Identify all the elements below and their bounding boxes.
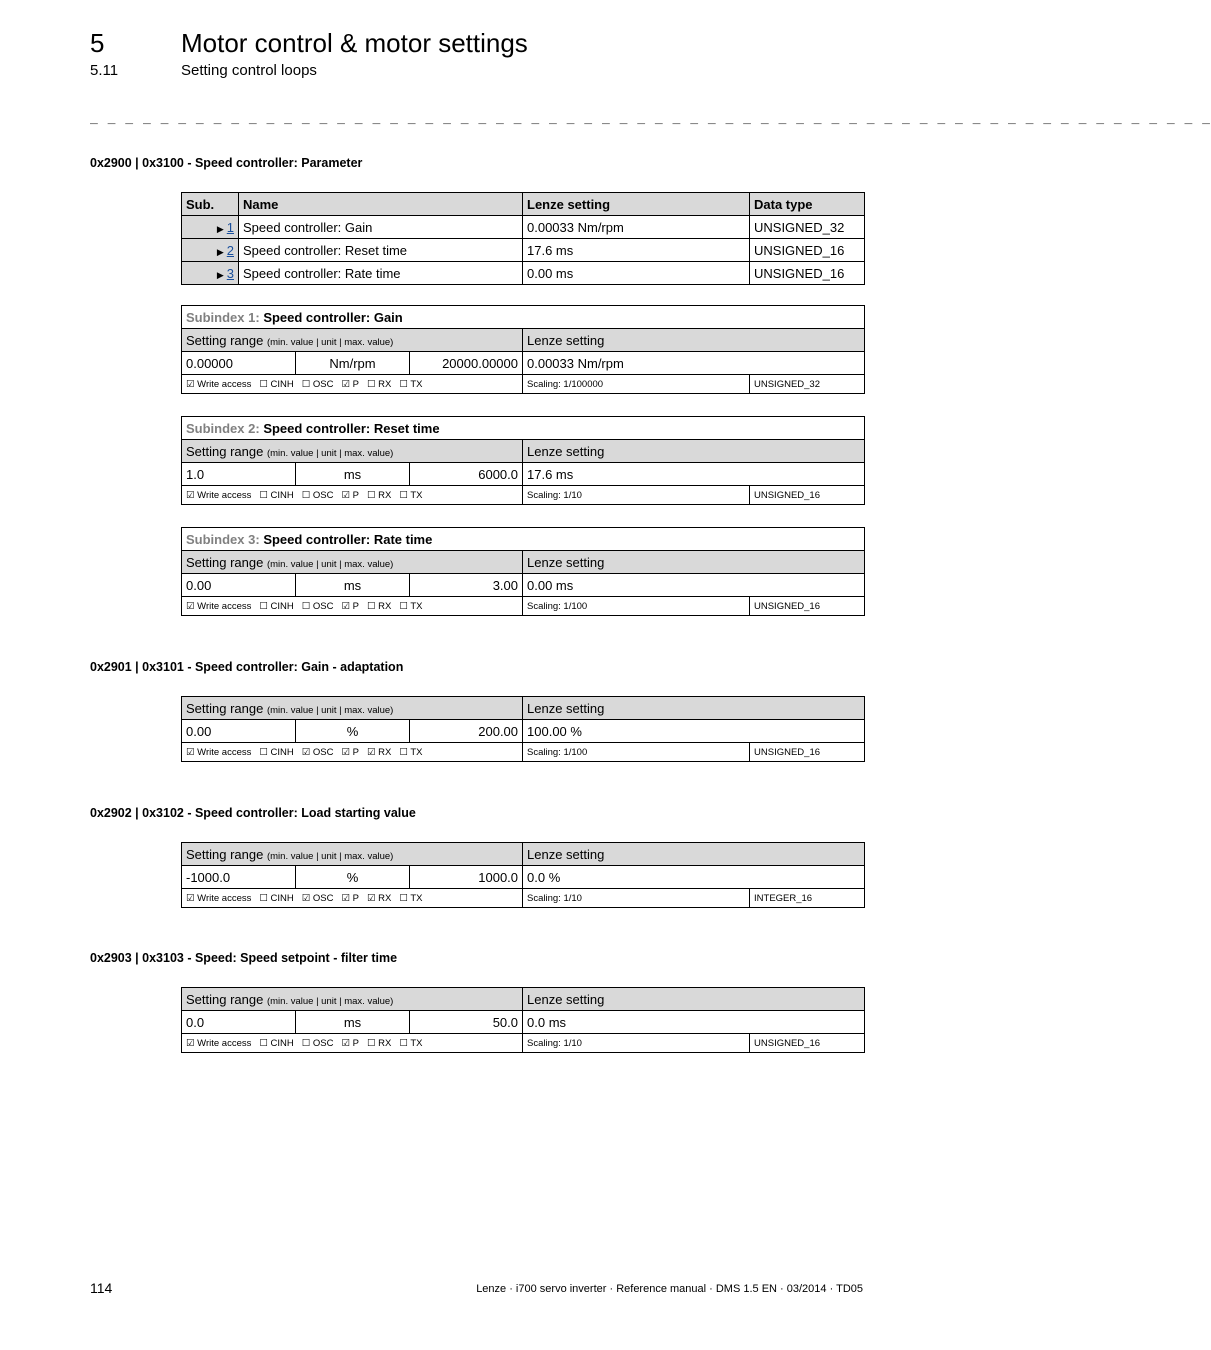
param-table-0x2901: Setting range (min. value | unit | max. value) Lenze setting 0.00 % 200.00 100.00 % ☑ Write access ☐ CINH ☑ OSC ☑ P ☑ RX ☐ TX Scaling: 1/100 UNSIGNED_16 [181, 696, 865, 762]
header-separator: _ _ _ _ _ _ _ _ _ _ _ _ _ _ _ _ _ _ _ _ _ _ _ _ _ _ _ _ _ _ _ _ _ _ _ _ _ _ _ _ _ _ _ _ _ _ _ _ _ _ _ _ _ _ _ _ _ _ _ _ _ _ _ _ [90, 110, 1211, 125]
unit: ms [296, 574, 410, 597]
access-flags: ☑ Write access ☐ CINH ☐ OSC ☑ P ☐ RX ☐ TX [182, 375, 523, 394]
chapter-title: Motor control & motor settings [181, 28, 528, 58]
scaling: Scaling: 1/100 [523, 743, 750, 762]
page-number: 114 [90, 1280, 113, 1296]
lenze-value: 100.00 % [523, 720, 865, 743]
unit: % [296, 866, 410, 889]
data-type: UNSIGNED_16 [750, 597, 865, 616]
row-name: Speed controller: Rate time [239, 262, 523, 285]
access-flags: ☑ Write access ☐ CINH ☐ OSC ☑ P ☐ RX ☐ TX [182, 486, 523, 505]
min-value: 1.0 [182, 463, 296, 486]
max-value: 50.0 [410, 1011, 523, 1034]
access-flags: ☑ Write access ☐ CINH ☑ OSC ☑ P ☑ RX ☐ TX [182, 743, 523, 762]
lenze-value: 0.00 ms [523, 574, 865, 597]
lenze-value: 0.00033 Nm/rpm [523, 352, 865, 375]
max-value: 3.00 [410, 574, 523, 597]
lenze-value: 0.0 ms [523, 1011, 865, 1034]
col-lenze: Lenze setting [523, 193, 750, 216]
min-value: 0.00 [182, 720, 296, 743]
row-type: UNSIGNED_32 [750, 216, 865, 239]
data-type: UNSIGNED_16 [750, 743, 865, 762]
chapter-number: 5 [90, 28, 105, 58]
unit: ms [296, 463, 410, 486]
subindex-link-1[interactable]: ▶ 1 [182, 216, 239, 239]
scaling: Scaling: 1/10 [523, 486, 750, 505]
unit: Nm/rpm [296, 352, 410, 375]
min-value: 0.0 [182, 1011, 296, 1034]
subindex-link-3[interactable]: ▶ 3 [182, 262, 239, 285]
triangle-right-icon: ▶ [216, 269, 224, 280]
subindex-table-3: Subindex 3: Speed controller: Rate time Setting range (min. value | unit | max. value) Lenze setting 0.00 ms 3.00 0.00 ms ☑ Write access ☐ CINH ☐ OSC ☑ P ☐ RX ☐ TX Scaling: 1/100 UNSIGNED_16 [181, 527, 865, 616]
subindex-table-2: Subindex 2: Speed controller: Reset time Setting range (min. value | unit | max. value) Lenze setting 1.0 ms 6000.0 17.6 ms ☑ Write access ☐ CINH ☐ OSC ☑ P ☐ RX ☐ TX Scaling: 1/10 UNSIGNED_16 [181, 416, 865, 505]
max-value: 20000.00000 [410, 352, 523, 375]
access-flags: ☑ Write access ☐ CINH ☑ OSC ☑ P ☑ RX ☐ TX [182, 889, 523, 908]
access-flags: ☑ Write access ☐ CINH ☐ OSC ☑ P ☐ RX ☐ TX [182, 597, 523, 616]
scaling: Scaling: 1/100000 [523, 375, 750, 394]
lenze-value: 17.6 ms [523, 463, 865, 486]
section-title: Setting control loops [181, 62, 317, 79]
row-lenze: 0.00 ms [523, 262, 750, 285]
scaling: Scaling: 1/100 [523, 597, 750, 616]
subindex-table-1: Subindex 1: Speed controller: Gain Setting range (min. value | unit | max. value) Lenze setting 0.00000 Nm/rpm 20000.00000 0.00033 Nm/rpm ☑ Write access ☐ CINH ☐ OSC ☑ P ☐ RX ☐ TX Scaling: 1/100000 UNSIGNED_32 [181, 305, 865, 394]
col-type: Data type [750, 193, 865, 216]
triangle-right-icon: ▶ [216, 223, 224, 234]
table-row [182, 216, 865, 239]
min-value: -1000.0 [182, 866, 296, 889]
access-flags: ☑ Write access ☐ CINH ☐ OSC ☑ P ☐ RX ☐ TX [182, 1034, 523, 1053]
table-row [182, 239, 865, 262]
row-type: UNSIGNED_16 [750, 239, 865, 262]
col-sub: Sub. [182, 193, 239, 216]
lenze-value: 0.0 % [523, 866, 865, 889]
table-row [182, 262, 865, 285]
max-value: 1000.0 [410, 866, 523, 889]
row-name: Speed controller: Gain [239, 216, 523, 239]
section-heading-0x2900: 0x2900 | 0x3100 - Speed controller: Parameter [90, 156, 363, 170]
param-table-0x2902: Setting range (min. value | unit | max. value) Lenze setting -1000.0 % 1000.0 0.0 % ☑ Write access ☐ CINH ☑ OSC ☑ P ☑ RX ☐ TX Scaling: 1/10 INTEGER_16 [181, 842, 865, 908]
min-value: 0.00 [182, 574, 296, 597]
overview-table-0x2900 [181, 192, 865, 285]
data-type: UNSIGNED_32 [750, 375, 865, 394]
max-value: 200.00 [410, 720, 523, 743]
section-heading-0x2903: 0x2903 | 0x3103 - Speed: Speed setpoint - filter time [90, 951, 398, 965]
row-type: UNSIGNED_16 [750, 262, 865, 285]
subindex-link-2[interactable]: ▶ 2 [182, 239, 239, 262]
row-lenze: 17.6 ms [523, 239, 750, 262]
data-type: UNSIGNED_16 [750, 486, 865, 505]
unit: % [296, 720, 410, 743]
col-name: Name [239, 193, 523, 216]
scaling: Scaling: 1/10 [523, 1034, 750, 1053]
section-heading-0x2902: 0x2902 | 0x3102 - Speed controller: Load starting value [90, 806, 416, 820]
param-table-0x2903: Setting range (min. value | unit | max. value) Lenze setting 0.0 ms 50.0 0.0 ms ☑ Write access ☐ CINH ☐ OSC ☑ P ☐ RX ☐ TX Scaling: 1/10 UNSIGNED_16 [181, 987, 865, 1053]
scaling: Scaling: 1/10 [523, 889, 750, 908]
triangle-right-icon: ▶ [216, 246, 224, 257]
max-value: 6000.0 [410, 463, 523, 486]
section-number: 5.11 [90, 62, 119, 79]
min-value: 0.00000 [182, 352, 296, 375]
section-heading-0x2901: 0x2901 | 0x3101 - Speed controller: Gain - adaptation [90, 660, 404, 674]
row-lenze: 0.00033 Nm/rpm [523, 216, 750, 239]
unit: ms [296, 1011, 410, 1034]
row-name: Speed controller: Reset time [239, 239, 523, 262]
document-info: Lenze · i700 servo inverter · Reference manual · DMS 1.5 EN · 03/2014 · TD05 [476, 1283, 863, 1295]
data-type: INTEGER_16 [750, 889, 865, 908]
data-type: UNSIGNED_16 [750, 1034, 865, 1053]
